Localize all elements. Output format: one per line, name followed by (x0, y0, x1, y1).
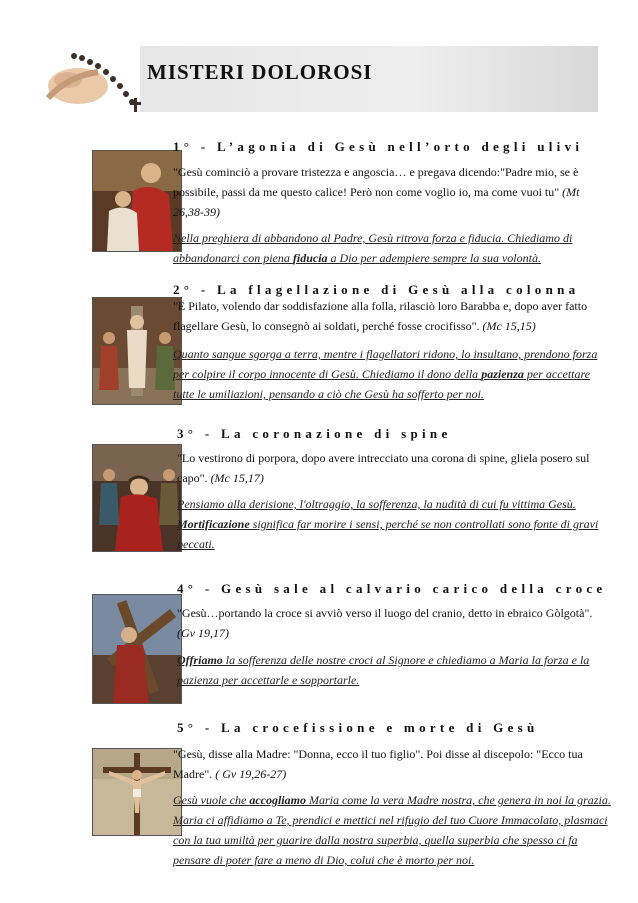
mystery-5-note-keyword: accogliamo (249, 793, 306, 807)
mystery-2-note-text: Quanto sangue sgorga a terra, mentre i flagellatori ridono, lo insultano, prendono forza per colpire il corpo innocente di Gesù. Chiediamo il dono della (173, 347, 598, 381)
mystery-1-note-text-end: a Dio per adempiere sempre la sua volontà. (327, 251, 541, 265)
mystery-1-quote (173, 162, 609, 222)
mystery-3-quote (177, 448, 609, 488)
mystery-3-note (177, 494, 609, 554)
mystery-1-note-text: Nella preghiera di abbandono al Padre, Gesù ritrova forza e fiducia. Chiediamo di abbandonarci con piena (173, 231, 573, 265)
mystery-4-note-keyword: Offriamo (177, 653, 223, 667)
mystery-4-quote (177, 603, 609, 643)
mystery-1-note-keyword: fiducia (292, 251, 328, 265)
mystery-5-note-text: Gesù vuole che (173, 793, 250, 807)
mystery-5-ref: ( Gv 19,26-27) (215, 767, 287, 781)
mystery-2-title: 2° - La flagellazione di Gesù alla colonna (173, 282, 580, 297)
mystery-4-note (177, 650, 609, 690)
mystery-2-note (173, 344, 609, 404)
mystery-3-title: 3° - La coronazione di spine (177, 426, 452, 441)
image-agony-in-garden (92, 150, 182, 252)
mystery-5-note-text-end: Maria come la vera Madre nostra, che genera in noi la grazia. Maria ci affidiamo a Te, prendici e mettici nel rifugio del tuo Cuore Immacolato, plasmaci con la tua umiltà per guarire dalla nostra superbia, quella superbia che spesso ci fa pensare di poter fare a meno di Dio, colui che è morto per noi. (173, 793, 611, 867)
mystery-2-ref: (Mc 15,15) (482, 319, 536, 333)
mystery-5-title: 5° - La crocefissione e morte di Gesù (177, 720, 539, 735)
page-title: MISTERI DOLOROSI (147, 60, 373, 84)
mystery-3-quote-text: "Lo vestirono di porpora, dopo avere intrecciato una corona di spine, gliela posero sul capo". (177, 451, 590, 485)
mystery-1-note (173, 228, 609, 268)
mystery-1-ref: (Mt 26,38-39) (173, 185, 580, 219)
image-scourging (92, 297, 182, 405)
mystery-5-quote (173, 744, 619, 784)
image-carrying-the-cross (92, 594, 182, 704)
mystery-4-note-text-end: la sofferenza delle nostre croci al Signore e chiediamo a Maria la forza e la pazienza per accettarle e sopportarle. (177, 653, 590, 687)
mystery-2-quote (173, 296, 609, 336)
image-crowning-with-thorns (92, 444, 182, 552)
mystery-3-note-text: Pensiamo alla derisione, l'oltraggio, la sofferenza, la nudità di cui fu vittima Gesù. (177, 497, 576, 511)
mystery-1-title: 1° - L’agonia di Gesù nell’orto degli ulivi (173, 139, 584, 154)
mystery-2-note-text-end: per accettare tutte le umiliazioni, pensando a ciò che Gesù ha sofferto per noi. (173, 367, 591, 401)
rosary-hand-icon (38, 46, 146, 118)
mystery-4-quote-text: "Gesù…portando la croce si avviò verso il luogo del cranio, detto in ebraico Gòlgotà". (177, 606, 593, 620)
mystery-2-note-keyword: pazienza (481, 367, 524, 381)
mystery-3-ref: (Mc 15,17) (210, 471, 264, 485)
mystery-4-title: 4° - Gesù sale al calvario carico della croce (177, 581, 607, 596)
mystery-4-ref: (Gv 19,17) (177, 626, 229, 640)
mystery-2-quote-text: "E Pilato, volendo dar soddisfazione alla folla, rilasciò loro Barabba e, dopo aver fatto flagellare Gesù, lo consegnò ai soldati, perché fosse crocifisso". (173, 299, 588, 333)
image-crucifixion (92, 748, 182, 836)
mystery-3-note-text-end: significa far morire i sensi, perché se non controllati sono fonte di gravi peccati. (177, 517, 599, 551)
mystery-1-quote-text: "Gesù cominciò a provare tristezza e angoscia… e pregava dicendo:"Padre mio, se è possibile, passi da me questo calice! Però non come voglio io, ma come vuoi tu" (173, 165, 579, 199)
mystery-5-quote-text: "Gesù, disse alla Madre: "Donna, ecco il tuo figlio". Poi disse al discepolo: "Ecco tua Madre". (173, 747, 583, 781)
mystery-3-note-keyword: Mortificazione (177, 517, 250, 531)
mystery-5-note (173, 790, 611, 870)
